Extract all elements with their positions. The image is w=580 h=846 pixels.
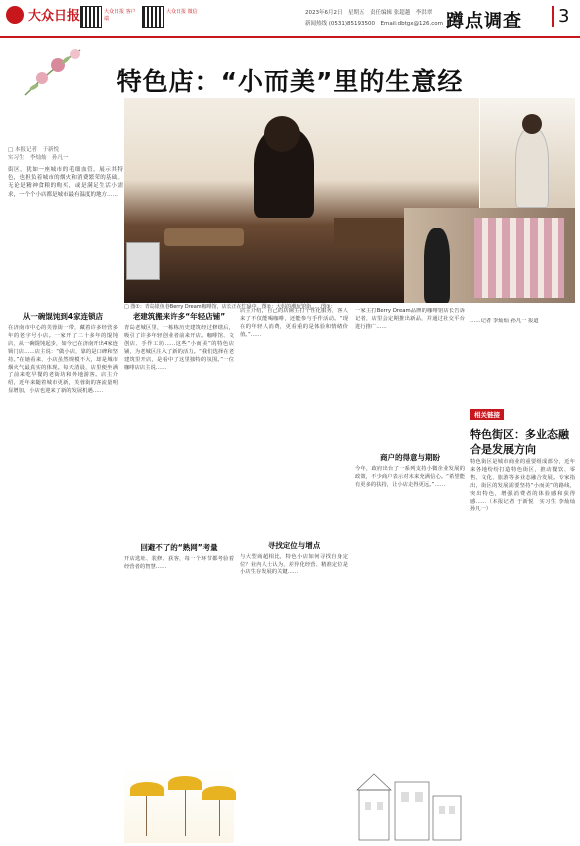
- body-text: 店主介绍，自己的店铺主打个性化服务，客人来了不仅能喝咖啡，还能参与手作活动。“现在的年轻人消费，更看重的是体验和情绪价值。”……: [240, 308, 348, 338]
- body-text: 青岛老城区里，一栋栋历史建筑经过修缮后，吸引了许多年轻创业者前来开店。咖啡馆、文创店、手作工坊……这些“小而美”的特色店铺，为老城区注入了新的活力。“我们选择在老建筑里开店，是看中了这里独特的氛围。”一位咖啡店店主说……: [124, 325, 234, 371]
- newspaper-logo: 大众日报: [28, 9, 81, 24]
- headline: 特色店：“小而美”里的生意经: [116, 67, 464, 96]
- contact-line: 新闻热线 (0531)85193500 Email:dbtgx@126.com: [305, 21, 444, 27]
- cafe-illustration: [124, 768, 234, 843]
- related-tag: 相关链接: [470, 409, 504, 420]
- subhead: 寻找定位与增点: [267, 540, 321, 550]
- body-text: 与大型商超相比，特色小店如何寻找自身定位？业内人士认为，差异化经营、精准定位是小店生存发展的关键……: [240, 553, 348, 576]
- body-text: 一家主打Berry Dream品牌的咖啡馆店长告诉记者，店里会定期推出新品，并通过社交平台进行推广……: [355, 308, 465, 330]
- street-buildings-illustration: [355, 760, 465, 843]
- article-column-5: [470, 318, 575, 398]
- photo-caption: □ 图①：青岛银鱼巷Berry Dream咖啡馆，店长正在忙碌中。图②：大妈的潮玩馆街……图③：: [124, 304, 336, 310]
- lead-section: [8, 146, 123, 294]
- body-text: 在济南市中心的芙蓉街一带，藏着许多经营多年的老字号小店。一家开了二十多年的馄饨店，从一碗馄饨起步，如今已在济南开出4家连锁门店……店主说：“做小店，靠的是口碑和坚持。”在她看来，小店虽然规模不大，却是城市烟火气最真实的体现。每天清晨，店里便坐满了前来吃早餐的老街坊和外地游客。店主介绍，近年来随着城市更新，芙蓉街的客流量明显增加，小店也迎来了新的发展机遇……: [8, 325, 118, 395]
- masthead: [0, 0, 580, 38]
- side-photo-shop-owner: [480, 98, 575, 208]
- article-column-2: [124, 308, 234, 763]
- lead-text: 街区，犹如一座城市的毛细血管，展示其特色，也担负着城市的烟火和消费繁荣的基础。无论是精神食粮的购买，或是满足生活小需求，一个个小店都是城市最有温度的地方……: [8, 167, 123, 198]
- byline: 实习生 李灿灿 孙凡一: [8, 155, 69, 161]
- logo-icon: [6, 6, 24, 24]
- body-text: ……记者 李灿灿 孙凡一 报道: [470, 318, 539, 324]
- body-text: 开店选址、装修、获客，每一个环节都考验着经营者的智慧……: [124, 556, 234, 571]
- body-text: 今年，政府出台了一系列支持小微企业发展的政策，不少商户表示对未来充满信心。“希望能有更多的扶持，让小店走得更远。”……: [355, 465, 465, 488]
- subhead: 回避不了的“熟网”考量: [140, 543, 218, 553]
- article-column-1: [8, 308, 118, 843]
- byline: □ 本报记者 于新悦: [8, 147, 59, 153]
- qr1-label: 大众日报 客户端: [104, 9, 136, 22]
- article-column-3: [240, 308, 348, 843]
- related-link-box: [470, 402, 575, 842]
- date-line: 2023年6月2日 星期五 责任编辑 张超越 李洪翠: [305, 10, 433, 16]
- side-photo-boutique: [404, 208, 575, 303]
- page-number: 3: [552, 6, 569, 27]
- subhead: 老建筑搬来许多“年轻店铺”: [132, 312, 226, 321]
- subhead: 从一碗馄饨到4家连锁店: [22, 312, 104, 321]
- qr-thumbnail: [126, 242, 160, 280]
- related-title: 特色街区：多业态融合是发展方向: [470, 428, 569, 456]
- subhead: 商户的得意与期盼: [380, 452, 440, 462]
- section-title: 蹲点调查: [446, 11, 522, 32]
- qr-code-icon: [80, 6, 102, 28]
- qr2-label: 大众日报 微信: [166, 9, 198, 15]
- related-text: 特色街区是城市商业的重要组成部分，近年来各地纷纷打造特色街区，推动餐饮、零售、文化、旅游等多业态融合发展。专家指出，街区的发展需要坚持“小而美”的路线，突出特色，增强消费者的体验感和获得感……（本报记者 于新悦 实习生 李灿灿 孙凡一）: [470, 459, 575, 513]
- qr-code-icon: [142, 6, 164, 28]
